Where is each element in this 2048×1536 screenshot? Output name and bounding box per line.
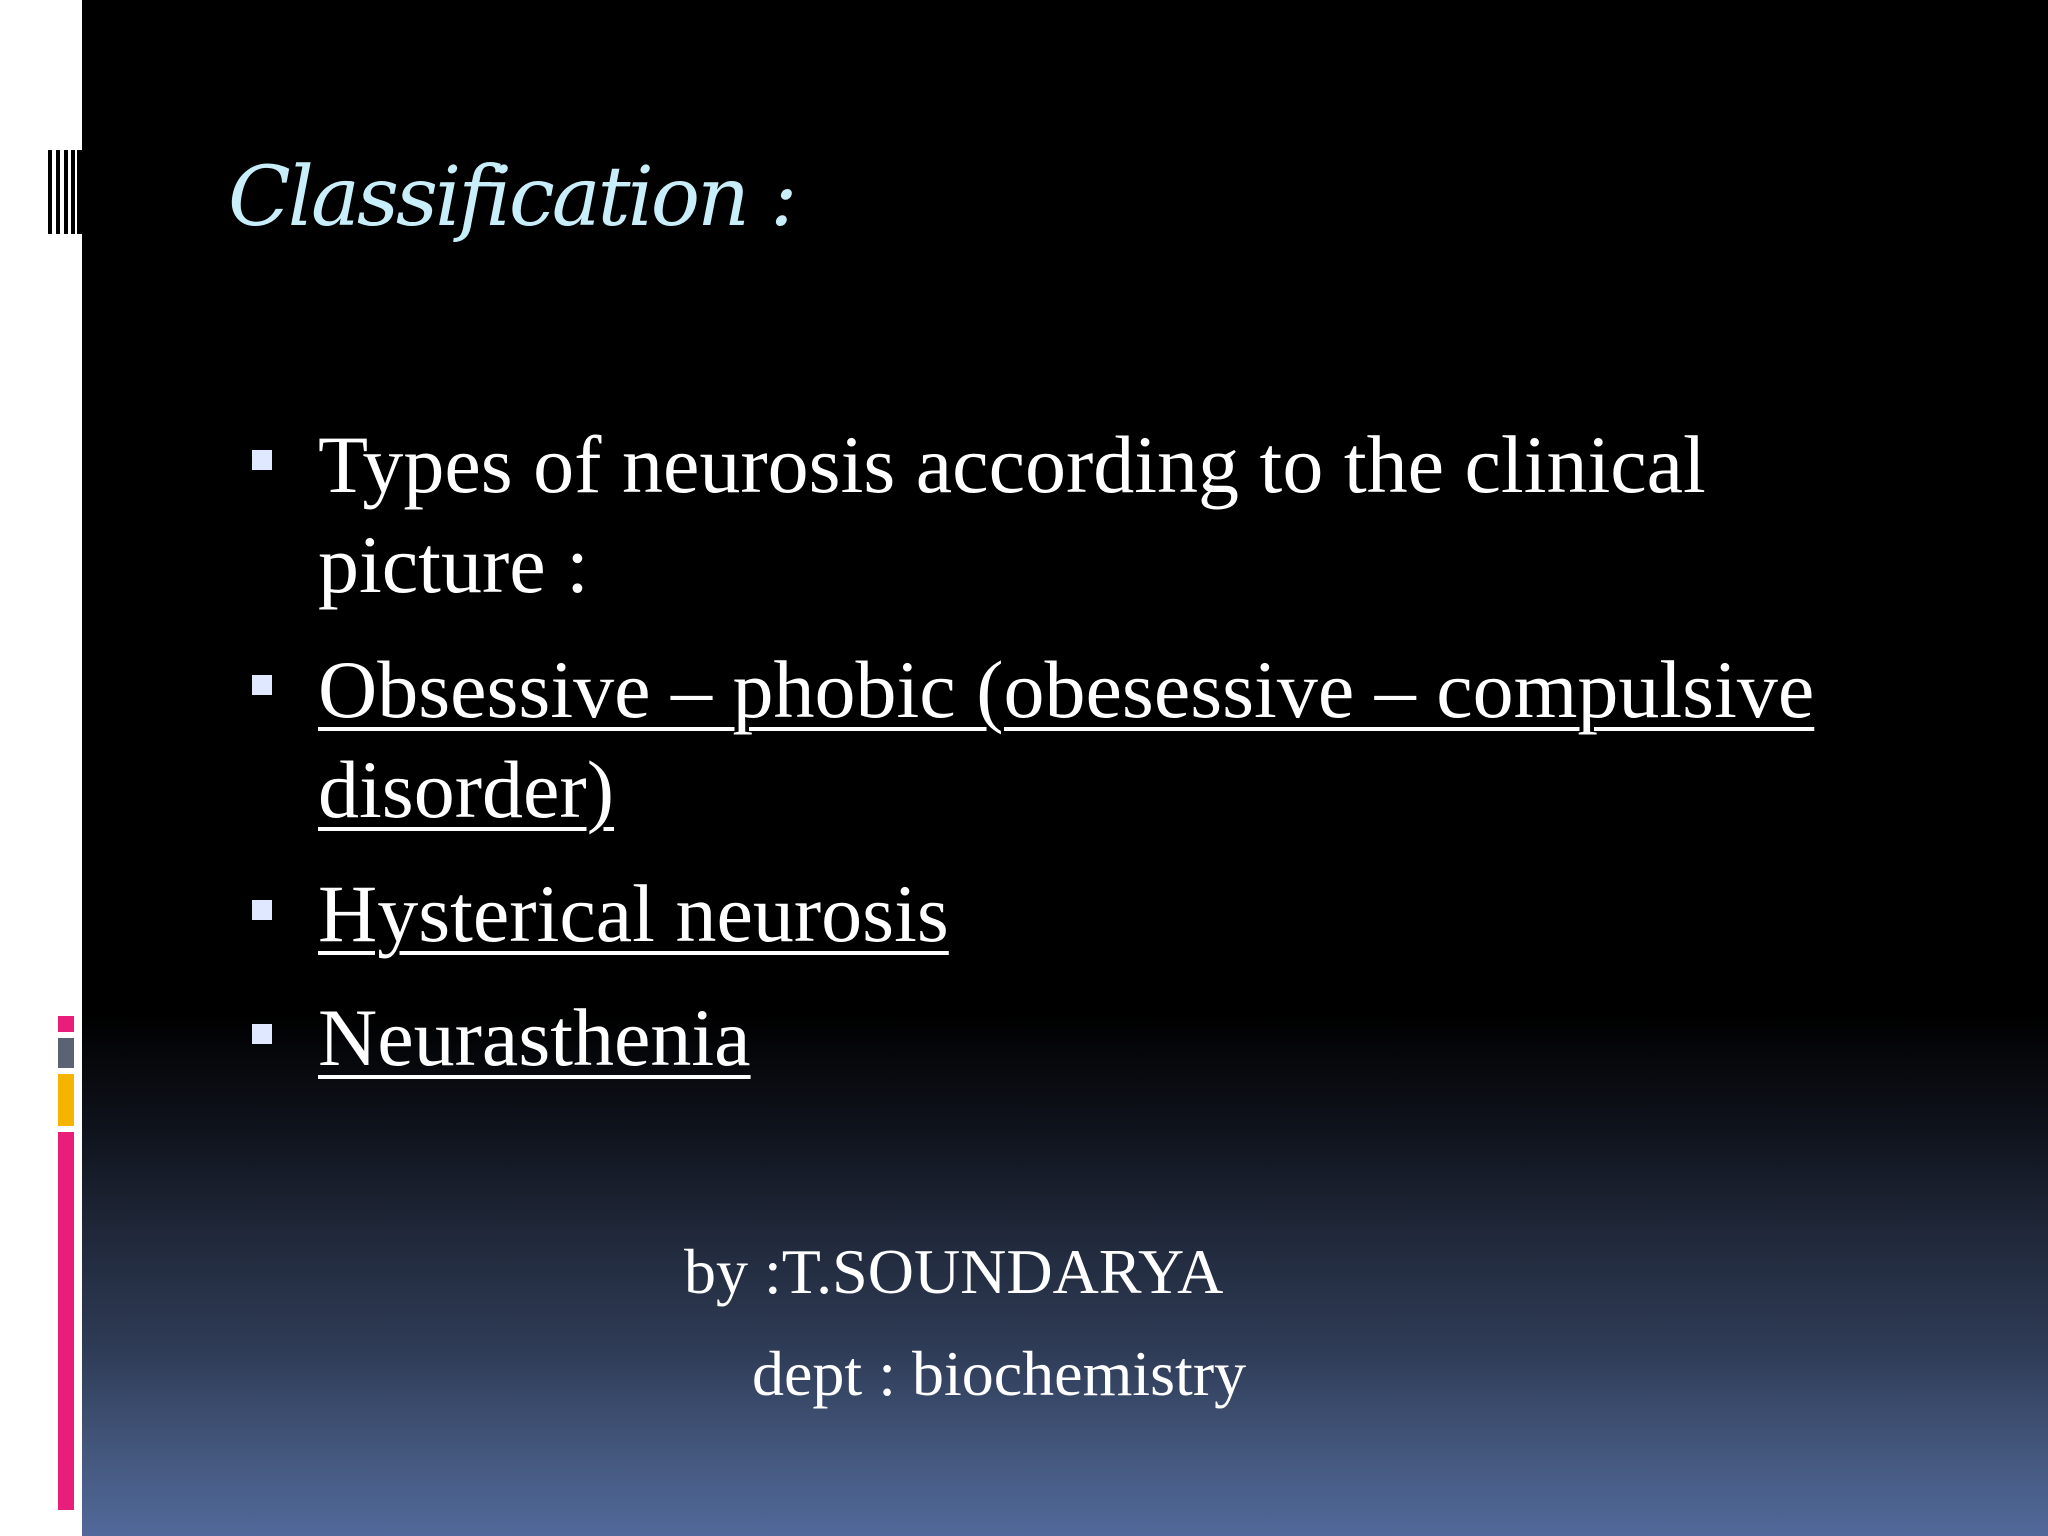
square-bullet-icon bbox=[252, 450, 272, 470]
author-credit: by :T.SOUNDARYA bbox=[684, 1236, 1224, 1307]
bullet-text bbox=[318, 988, 2018, 1088]
bullet-line: Obsessive – phobic (obesessive – compulsive bbox=[318, 644, 1815, 735]
bullet-line: picture : bbox=[318, 519, 589, 610]
bullet-text bbox=[318, 864, 2018, 964]
square-bullet-icon bbox=[252, 1024, 272, 1044]
slide-title: Classification : bbox=[228, 150, 795, 245]
bullet-line: Hysterical neurosis bbox=[318, 868, 949, 959]
bullet-line: disorder) bbox=[318, 744, 615, 835]
square-bullet-icon bbox=[252, 900, 272, 920]
left-decoration-strip bbox=[0, 0, 82, 1536]
bullet-text bbox=[318, 640, 2018, 840]
bullet-text bbox=[318, 415, 2018, 615]
square-bullet-icon bbox=[252, 675, 272, 695]
bullet-line: Neurasthenia bbox=[318, 992, 751, 1083]
slide bbox=[82, 0, 2048, 1536]
department-credit: dept : biochemistry bbox=[752, 1338, 1247, 1409]
bullet-line: Types of neurosis according to the clinical bbox=[318, 419, 1706, 510]
